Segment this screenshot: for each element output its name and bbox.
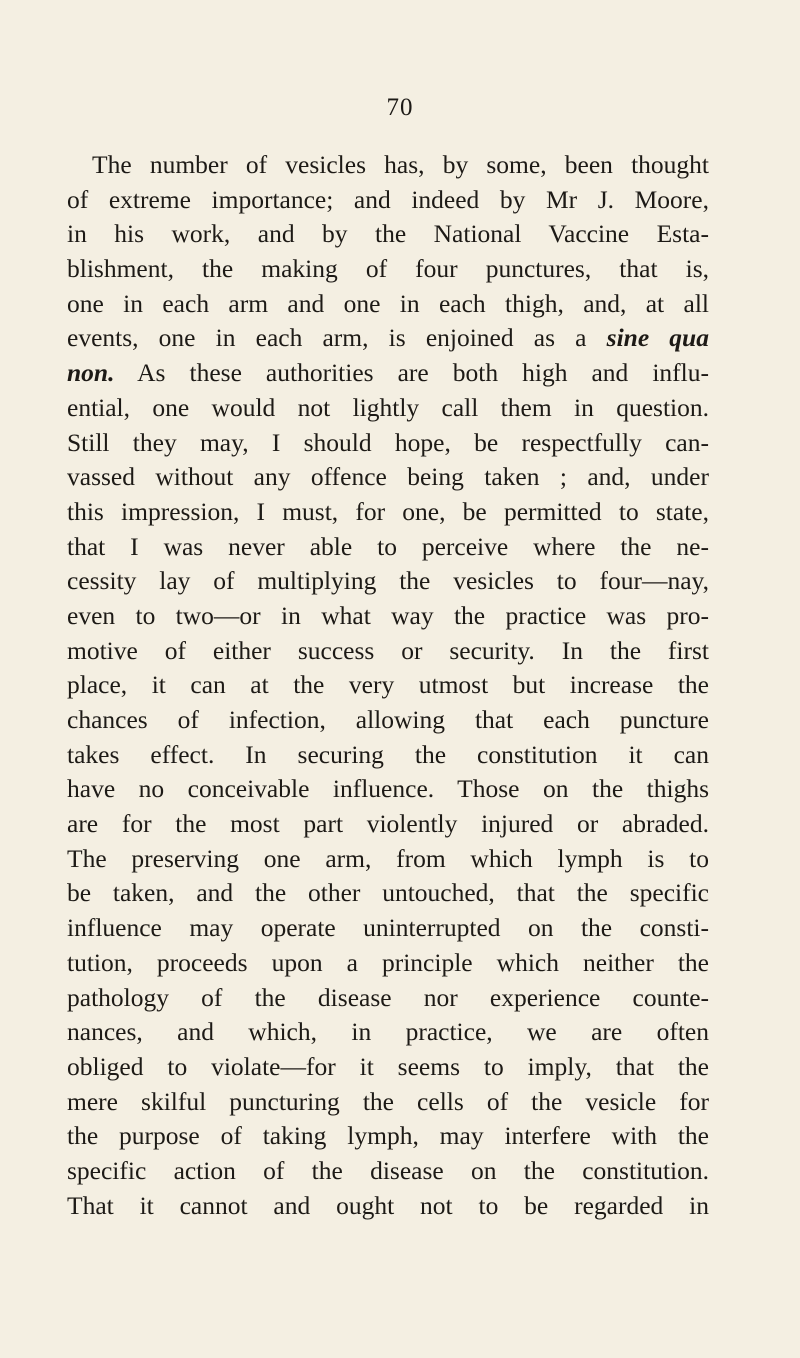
text-line-6-plain: events, one in each arm, is enjoined as a bbox=[67, 323, 587, 353]
text-line-13: cessity lay of multiplying the vesicles to four—nay, bbox=[67, 566, 709, 596]
text-line-29: the purpose of taking lymph, may interfere with the bbox=[67, 1121, 709, 1151]
text-line-27: obliged to violate—for it seems to imply, that the bbox=[67, 1051, 709, 1081]
text-line-14: even to two—or in what way the practice was pro- bbox=[67, 600, 709, 630]
text-line-11: this impression, I must, for one, be permitted to state, bbox=[67, 496, 709, 526]
text-line-3: in his work, and by the National Vaccine Esta- bbox=[67, 219, 709, 249]
text-line-18: takes effect. In securing the constitution it can bbox=[67, 739, 709, 769]
text-line-31: That it cannot and ought not to be regarded in bbox=[67, 1190, 709, 1220]
text-line-26: nances, and which, in practice, we are often bbox=[67, 1017, 709, 1047]
text-line-2: of extreme importance; and indeed by Mr J. Moore, bbox=[67, 184, 709, 214]
text-line-10: vassed without any offence being taken ; and, under bbox=[67, 462, 709, 492]
text-line-28: mere skilful puncturing the cells of the vesicle for bbox=[67, 1086, 709, 1116]
text-line-17: chances of infection, allowing that each puncture bbox=[67, 705, 709, 734]
text-line-30: specific action of the disease on the constitution. bbox=[67, 1155, 709, 1185]
italic-phrase-sine-qua: sine qua bbox=[606, 323, 709, 353]
body-paragraph bbox=[67, 148, 709, 1223]
text-line-8: ential, one would not lightly call them in question. bbox=[67, 392, 709, 422]
text-line-7 bbox=[67, 356, 709, 391]
text-line-15: motive of either success or security. In the first bbox=[67, 635, 709, 665]
text-line-5: one in each arm and one in each thigh, and, at all bbox=[67, 288, 709, 318]
page-number: 70 bbox=[386, 94, 414, 121]
text-line-22: be taken, and the other untouched, that the specific bbox=[67, 878, 709, 908]
text-line-20: are for the most part violently injured or abraded. bbox=[67, 809, 709, 839]
text-line-24: tution, proceeds upon a principle which neither the bbox=[67, 947, 709, 977]
text-line-9: Still they may, I should hope, be respectfully can- bbox=[67, 427, 709, 457]
italic-phrase-non: non. bbox=[67, 358, 115, 388]
text-line-25: pathology of the disease nor experience counte- bbox=[67, 982, 709, 1012]
text-line-12: that I was never able to perceive where the ne- bbox=[67, 531, 709, 561]
text-line-23: influence may operate uninterrupted on the consti- bbox=[67, 913, 709, 943]
text-line-1: The number of vesicles has, by some, been thought bbox=[92, 150, 709, 179]
text-line-4: blishment, the making of four punctures, that is, bbox=[67, 254, 709, 284]
text-line-7-plain: As these authorities are both high and influ- bbox=[137, 358, 709, 388]
text-line-19: have no conceivable influence. Those on the thighs bbox=[67, 774, 709, 804]
text-line-16: place, it can at the very utmost but increase the bbox=[67, 670, 709, 700]
text-line-6 bbox=[67, 321, 709, 356]
text-line-21: The preserving one arm, from which lymph is to bbox=[67, 843, 709, 873]
